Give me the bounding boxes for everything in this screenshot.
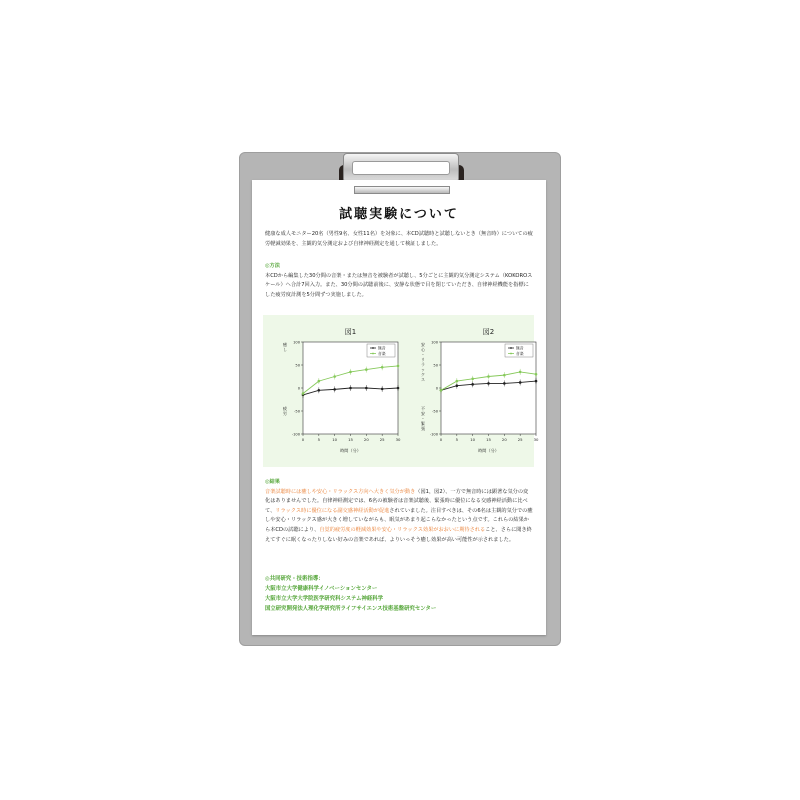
x-tick-label: 25 xyxy=(379,437,385,442)
data-point xyxy=(333,375,336,378)
result-highlight-1: 音楽試聴時には癒しや安心・リラックス方向へ大きく気分が動き xyxy=(265,488,416,495)
method-body: 本CDから編集した30分間の音楽・または無音を被験者が試聴し、5分ごとに主観的気分測定システム（KOKOROスケール）へ合計7回入力。また、30分間の試聴前後に、安静な状態で目を閉じていただき、自律神経機能を指標にした疲労度計測を5分間ずつ実施しました。 xyxy=(265,272,533,298)
x-tick-label: 10 xyxy=(470,437,476,442)
data-point xyxy=(519,371,522,374)
x-tick-label: 0 xyxy=(301,437,305,442)
legend-label: 音楽 xyxy=(378,350,386,356)
data-point xyxy=(397,365,400,368)
data-point xyxy=(381,388,384,391)
y-tick-label: -100 xyxy=(429,432,438,437)
x-axis-label: 時間（分） xyxy=(478,448,499,453)
intro-text: 健康な成人モニター20名（男性9名、女性11名）を対象に、本CD試聴時と試聴しないとき（無音時）についての疲労軽減効果を、主観的気分測定および自律神経測定を通して検証しました。 xyxy=(265,231,533,247)
data-point xyxy=(333,388,336,391)
result-heading: ◎結果 xyxy=(265,479,280,485)
y-tick-label: -100 xyxy=(291,432,300,437)
paper-sheet xyxy=(252,180,546,635)
y-tick-label: -50 xyxy=(432,409,438,414)
result-text-6: こと、さらに聞き終えてすぐに眠くなったりしない好みの音楽であれば、よりいっそう癒し効果が高い可能性が示されました。 xyxy=(265,526,532,543)
y-tick-label: -50 xyxy=(294,409,300,414)
data-point xyxy=(535,380,538,383)
figures-svg xyxy=(263,315,539,467)
result-body xyxy=(265,488,533,546)
legend-label: 無音 xyxy=(378,345,386,351)
x-tick-label: 30 xyxy=(533,437,539,442)
x-tick-label: 10 xyxy=(332,437,338,442)
credit-line: 大阪市立大学大学院医学研究科システム神経科学 xyxy=(265,596,384,602)
x-tick-label: 20 xyxy=(363,437,369,442)
data-point xyxy=(503,374,506,377)
x-tick-label: 15 xyxy=(486,437,491,442)
data-point xyxy=(487,382,490,385)
y-tick-label: 50 xyxy=(295,363,300,368)
x-tick-label: 5 xyxy=(455,437,459,442)
legend-marker xyxy=(372,353,374,355)
data-point xyxy=(519,381,522,384)
data-point xyxy=(440,389,443,392)
credit-line: 国立研究開発法人理化学研究所ライフサイエンス技術基盤研究センター xyxy=(265,606,437,612)
page-title: 試聴実験について xyxy=(339,207,459,222)
x-tick-label: 15 xyxy=(348,437,353,442)
data-point xyxy=(349,371,352,374)
legend-marker xyxy=(510,353,512,355)
data-point xyxy=(318,389,321,392)
x-tick-label: 30 xyxy=(395,437,401,442)
credits-heading: ◎共同研究・技術指導： xyxy=(265,576,324,582)
y-axis-label-bottom: 疲労 xyxy=(282,406,288,416)
x-tick-label: 25 xyxy=(517,437,523,442)
y-axis-label-bottom: 不安・緊張 xyxy=(420,406,426,431)
result-section xyxy=(265,478,533,545)
data-point xyxy=(471,383,474,386)
x-axis-label: 時間（分） xyxy=(340,448,361,453)
data-point xyxy=(487,375,490,378)
x-tick-label: 5 xyxy=(317,437,321,442)
y-tick-label: 100 xyxy=(293,340,300,345)
data-point xyxy=(365,387,368,390)
data-point xyxy=(456,380,459,383)
data-point xyxy=(397,387,400,390)
data-point xyxy=(456,384,459,387)
x-tick-label: 0 xyxy=(439,437,443,442)
chart-title: 図2 xyxy=(482,328,495,336)
data-point xyxy=(535,373,538,376)
data-point xyxy=(318,380,321,383)
y-tick-label: 100 xyxy=(431,340,438,345)
chart-title: 図1 xyxy=(344,328,357,336)
legend-label: 音楽 xyxy=(516,350,524,356)
data-point xyxy=(381,366,384,369)
figure-area xyxy=(263,315,539,467)
legend-marker xyxy=(372,347,374,349)
data-point xyxy=(365,368,368,371)
result-text-2: （図1，図2）、一方で無音時には顕著な気分の変化はありませんでした。自律神経測定では、6名の被験者は音楽試聴後、緊張時に優位になる交感神経活動に比べて、 xyxy=(265,488,529,514)
result-highlight-3: 自覚的疲労度の軽減効果や安心・リラックス効果がおおいに期待される xyxy=(319,526,486,533)
y-axis-label-top: 安心・リラックス xyxy=(420,342,426,382)
method-heading: ◎方法 xyxy=(265,263,280,269)
result-highlight-2: リラックス時に優位になる副交感神経活動が促進 xyxy=(275,507,390,514)
result-text-4: されていました。注目すべきは、その6名は主観的気分での癒しや安心・リラックス感が大きく増していながらも、眠気があまり起こらなかったという点です。これらの結果から本CDの試聴により、 xyxy=(265,507,533,533)
method-section xyxy=(265,262,533,300)
credit-line: 大阪市立大学健康科学イノベーションセンター xyxy=(265,586,378,592)
data-point xyxy=(503,382,506,385)
y-tick-label: 0 xyxy=(435,386,438,391)
y-tick-label: 0 xyxy=(297,386,300,391)
y-axis-label-top: 癒し xyxy=(282,342,288,352)
clip-metal xyxy=(343,153,459,183)
legend-marker xyxy=(510,347,512,349)
data-point xyxy=(302,392,305,395)
clip-band xyxy=(354,186,450,194)
y-tick-label: 50 xyxy=(433,363,438,368)
data-point xyxy=(471,378,474,381)
x-tick-label: 20 xyxy=(501,437,507,442)
data-point xyxy=(349,387,352,390)
legend-label: 無音 xyxy=(516,345,524,351)
